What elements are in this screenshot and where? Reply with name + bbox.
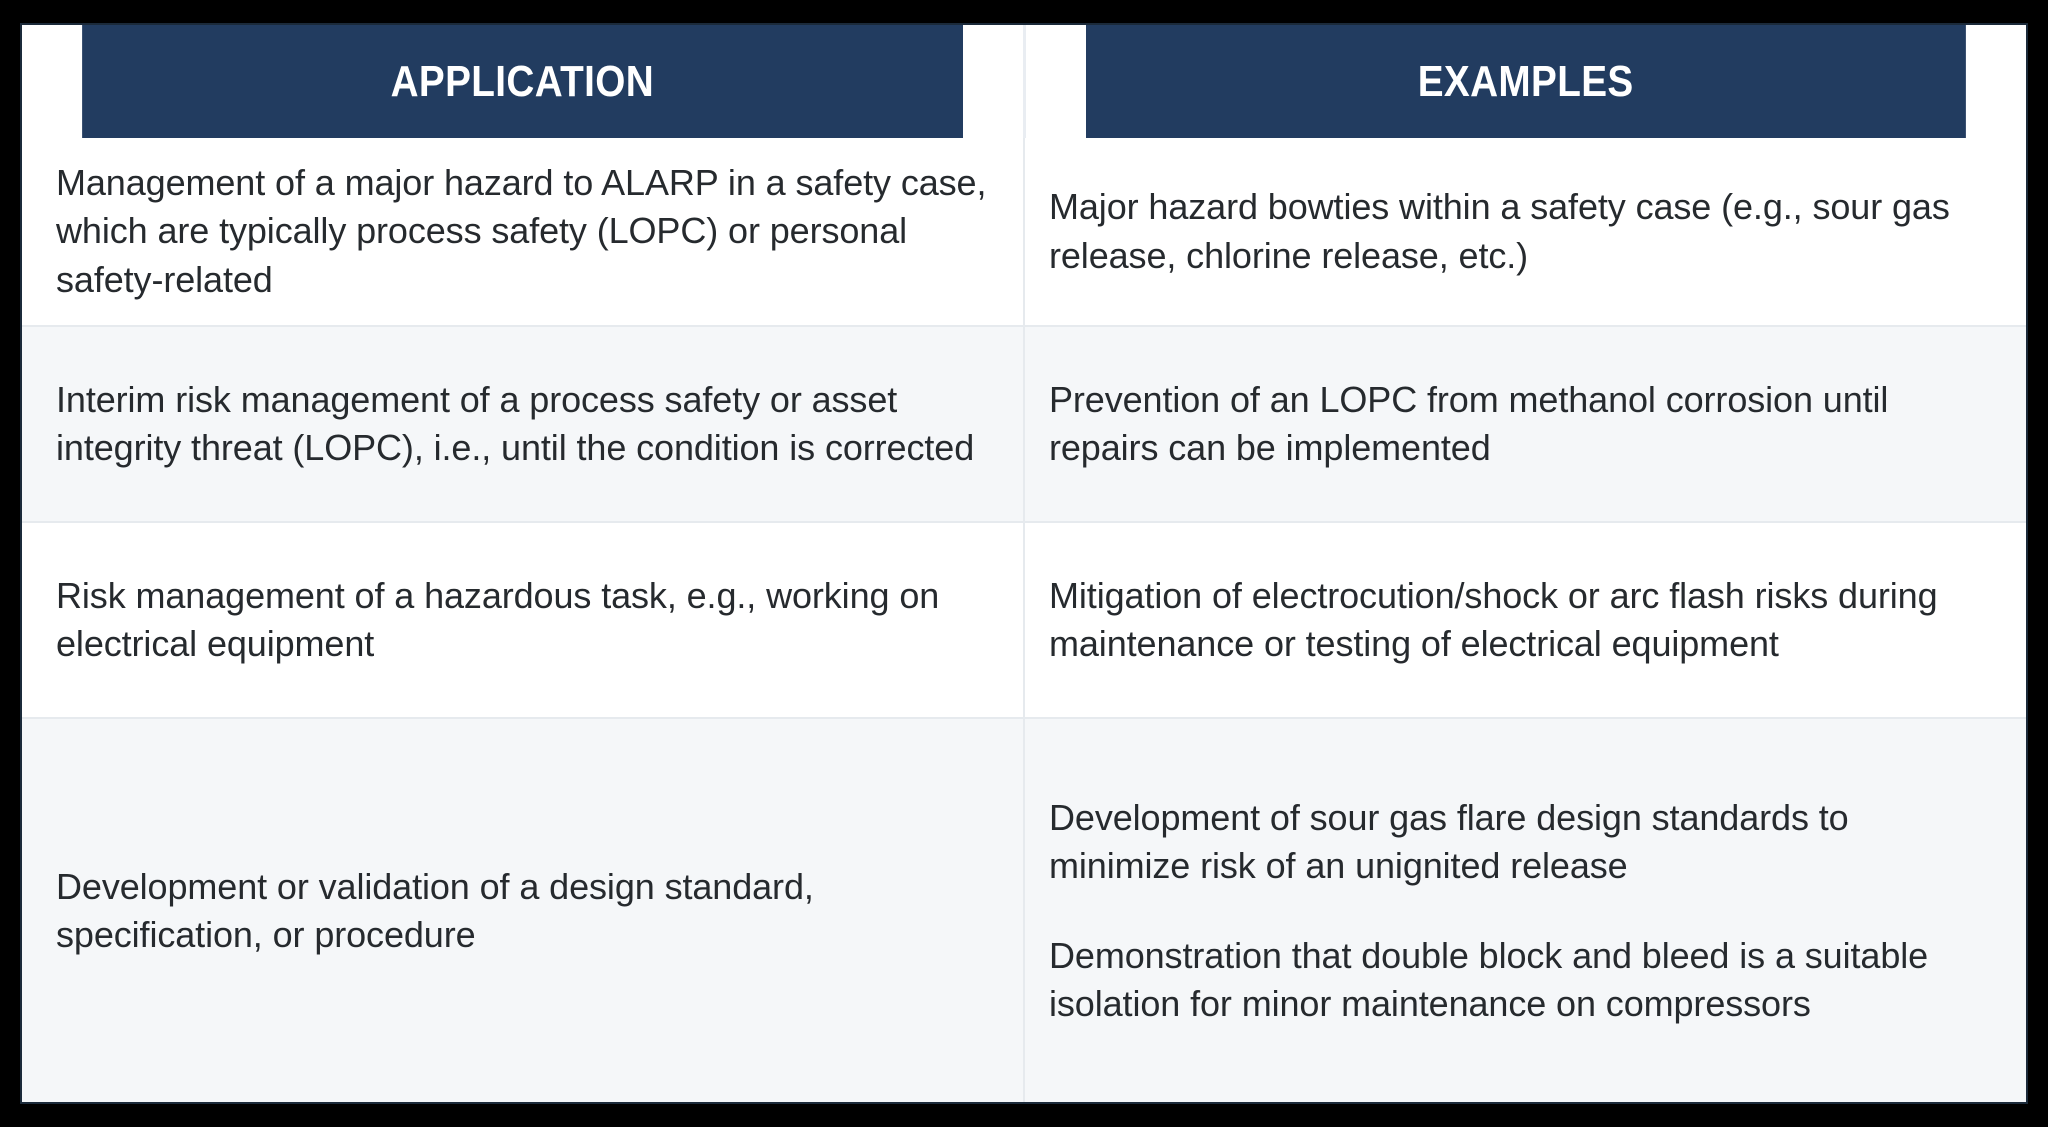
cell-examples: [1024, 326, 2026, 522]
table-row: [22, 138, 2026, 326]
cell-application: [22, 522, 1024, 718]
column-header-application: [82, 25, 964, 138]
column-header-examples-label: EXAMPLES: [1417, 56, 1634, 106]
table-row: [22, 718, 2026, 1103]
cell-examples-text: Development of sour gas flare design standards to minimize risk of an unignited release: [1049, 796, 1849, 886]
column-header-application-label: APPLICATION: [390, 56, 655, 106]
cell-examples-text: Mitigation of electrocution/shock or arc flash risks during maintenance or testing of electrical equipment: [1049, 574, 1938, 664]
cell-application-text: Risk management of a hazardous task, e.g., working on electrical equipment: [56, 574, 940, 664]
cell-application: [22, 718, 1024, 1103]
table-header: [22, 25, 2026, 138]
cell-application-text: Management of a major hazard to ALARP in a safety case, which are typically process safety (LOPC) or personal safety-related: [56, 162, 987, 300]
cell-examples: [1024, 522, 2026, 718]
application-examples-table-frame: [20, 23, 2028, 1104]
cell-examples-text: Major hazard bowties within a safety case (e.g., sour gas release, chlorine release, etc.): [1049, 186, 1950, 276]
cell-application-text: Interim risk management of a process safety or asset integrity threat (LOPC), i.e., until the condition is corrected: [56, 378, 975, 468]
table-body: [22, 138, 2026, 1103]
cell-application: [22, 326, 1024, 522]
cell-application: [22, 138, 1024, 326]
cell-examples-text: Demonstration that double block and bleed is a suitable isolation for minor maintenance on compressors: [1049, 935, 1929, 1025]
table-header-row: [22, 25, 2026, 138]
table-row: [22, 326, 2026, 522]
column-header-examples: [1084, 25, 1966, 138]
cell-examples: [1024, 718, 2026, 1103]
cell-application-text: Development or validation of a design standard, specification, or procedure: [56, 865, 814, 955]
cell-examples-text: Prevention of an LOPC from methanol corrosion until repairs can be implemented: [1049, 378, 1889, 468]
table-row: [22, 522, 2026, 718]
cell-examples: [1024, 138, 2026, 326]
application-examples-table: [22, 25, 2026, 1103]
